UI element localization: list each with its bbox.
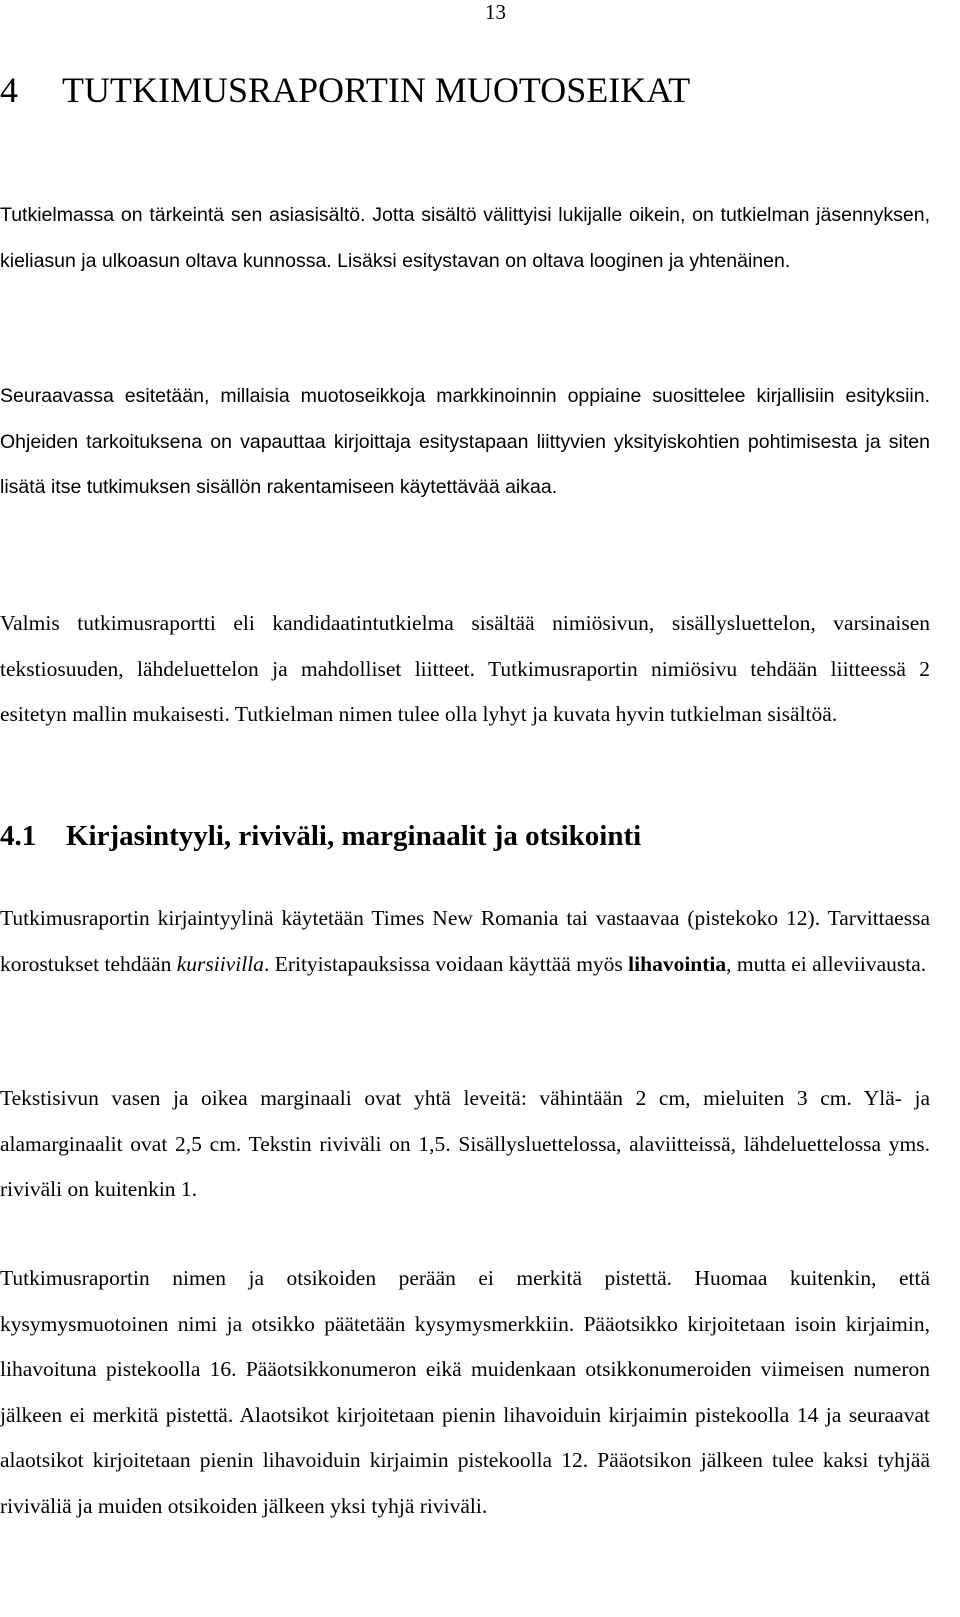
p4-bold-word: lihavointia [628,951,727,976]
section-title: Kirjasintyyli, riviväli, marginaalit ja otsikointi [66,820,642,852]
section-number: 4.1 [0,820,37,852]
p4-text-3: , mutta ei alleviivausta. [726,951,927,976]
p4-text-2: . Erityistapauksissa voidaan käyttää myös [263,951,629,976]
paragraph-intro: Tutkielmassa on tärkeintä sen asiasisältö. Jotta sisältö välittyisi lukijalle oikein, on tutkielman jäsennyksen, kieliasun ja ulkoasun oltava kunnossa. Lisäksi esitystavan on oltava looginen ja yhtenäinen. [0,204,930,272]
paragraph-margins: Tekstisivun vasen ja oikea marginaali ovat yhtä leveitä: vähintään 2 cm, mieluiten 3 cm. Ylä- ja alamarginaalit ovat 2,5 cm. Tekstin riviväli on 1,5. Sisällysluettelossa, alaviitteissä, lähdeluettelossa yms. riviväli on kuitenkin 1. [0,1086,930,1201]
paragraph-report-contents: Valmis tutkimusraportti eli kandidaatintutkielma sisältää nimiösivun, sisällysluettelon, varsinaisen tekstiosuuden, lähdeluettelon ja mahdolliset liitteet. Tutkimusraportin nimiösivu tehdään liitteessä 2 esitetyn mallin mukaisesti. Tutkielman nimen tulee olla lyhyt ja kuvata hyvin tutkielman sisältöä. [0,611,930,726]
section-heading [0,816,641,856]
p4-italic-word: kursiivilla [176,951,264,976]
paragraph-purpose: Seuraavassa esitetään, millaisia muotoseikkoja markkinoinnin oppiaine suosittelee kirjallisiin esityksiin. Ohjeiden tarkoituksena on vapauttaa kirjoittaja esitystapaan liittyvien yksityiskohtien pohtimisesta ja siten lisätä itse tutkimuksen sisällön rakentamiseen käytettävää aikaa. [0,385,930,498]
chapter-heading [0,66,690,114]
page-number: 13 [485,0,506,24]
paragraph-font-style [0,896,930,987]
p4-text-1: Tutkimusraportin kirjaintyylinä käytetään Times New Romania tai vastaavaa (pistekoko 12). Tarvittaessa korostukset tehdään [0,906,930,976]
paragraph-headings: Tutkimusraportin nimen ja otsikoiden perään ei merkitä pistettä. Huomaa kuitenkin, että kysymysmuotoinen nimi ja otsikko päätetään kysymysmerkkiin. Pääotsikko kirjoitetaan isoin kirjaimin, lihavoituna pistekoolla 16. Pääotsikkonumeron eikä muidenkaan otsikkonumeroiden viimeisen numeron jälkeen ei merkitä pistettä. Alaotsikot kirjoitetaan pienin lihavoiduin kirjaimin pistekoolla 14 ja seuraavat alaotsikot kirjoitetaan pienin lihavoiduin kirjaimin pistekoolla 12. Pääotsikon jälkeen tulee kaksi tyhjää riviväliä ja muiden otsikoiden jälkeen yksi tyhjä riviväli. [0,1266,930,1518]
chapter-number: 4 [0,70,18,110]
chapter-title: TUTKIMUSRAPORTIN MUOTOSEIKAT [62,70,691,110]
